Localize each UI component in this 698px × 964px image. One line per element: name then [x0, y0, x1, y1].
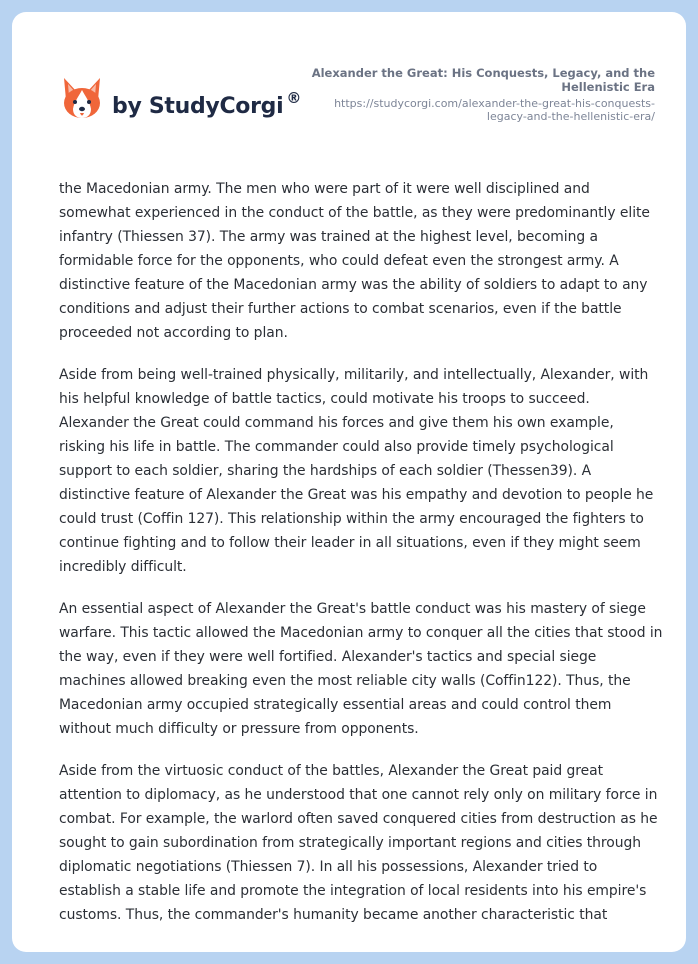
document-title: Alexander the Great: His Conquests, Legacy, and the Hellenistic Era [311, 66, 655, 94]
document-info [295, 66, 655, 123]
article-body [59, 177, 663, 945]
document-page [12, 12, 686, 952]
registered-mark: ® [286, 89, 302, 107]
paragraph: Aside from the virtuosic conduct of the battles, Alexander the Great paid great attention to diplomacy, as he understood that one cannot rely only on military force in combat. For example, the warlord often saved conquered cities from destruction as he sought to gain subordination from strategically important regions and cities through diplomatic negotiations (Thiessen 7). In all his possessions, Alexander tried to establish a stable life and promote the integration of local residents into his empire's customs. Thus, the commander's humanity became another characteristic that [59, 763, 658, 923]
studycorgi-logo[interactable] [60, 76, 301, 122]
document-url[interactable]: https://studycorgi.com/alexander-the-great-his-conquests-legacy-and-the-hellenistic-era/ [334, 97, 655, 123]
paragraph: An essential aspect of Alexander the Great's battle conduct was his mastery of siege warfare. This tactic allowed the Macedonian army to conquer all the cities that stood in the way, even if they were well fortified. Alexander's tactics and special siege machines allowed breaking even the most reliable city walls (Coffin122). Thus, the Macedonian army occupied strategically essential areas and could control them without much difficulty or pressure from opponents. [59, 601, 663, 737]
brand-name: by StudyCorgi ® [112, 89, 302, 119]
paragraph: Aside from being well-trained physically, militarily, and intellectually, Alexander, with his helpful knowledge of battle tactics, could motivate his troops to succeed. Alexander the Great could command his forces and give them his own example, risking his life in battle. The commander could also provide timely psychological support to each soldier, sharing the hardships of each soldier (Thessen39). A distinctive feature of Alexander the Great was his empathy and devotion to people he could trust (Coffin 127). This relationship within the army encouraged the fighters to continue fighting and to follow their leader in all situations, even if they might seem incredibly difficult. [59, 367, 654, 575]
corgi-icon [60, 76, 104, 122]
paragraph: the Macedonian army. The men who were part of it were well disciplined and somewhat experienced in the conduct of the battle, as they were predominantly elite infantry (Thiessen 37). The army was trained at the highest level, becoming a formidable force for the opponents, who could defeat even the strongest army. A distinctive feature of the Macedonian army was the ability of soldiers to adapt to any conditions and adjust their further actions to combat scenarios, even if the battle proceeded not according to plan. [59, 181, 650, 341]
